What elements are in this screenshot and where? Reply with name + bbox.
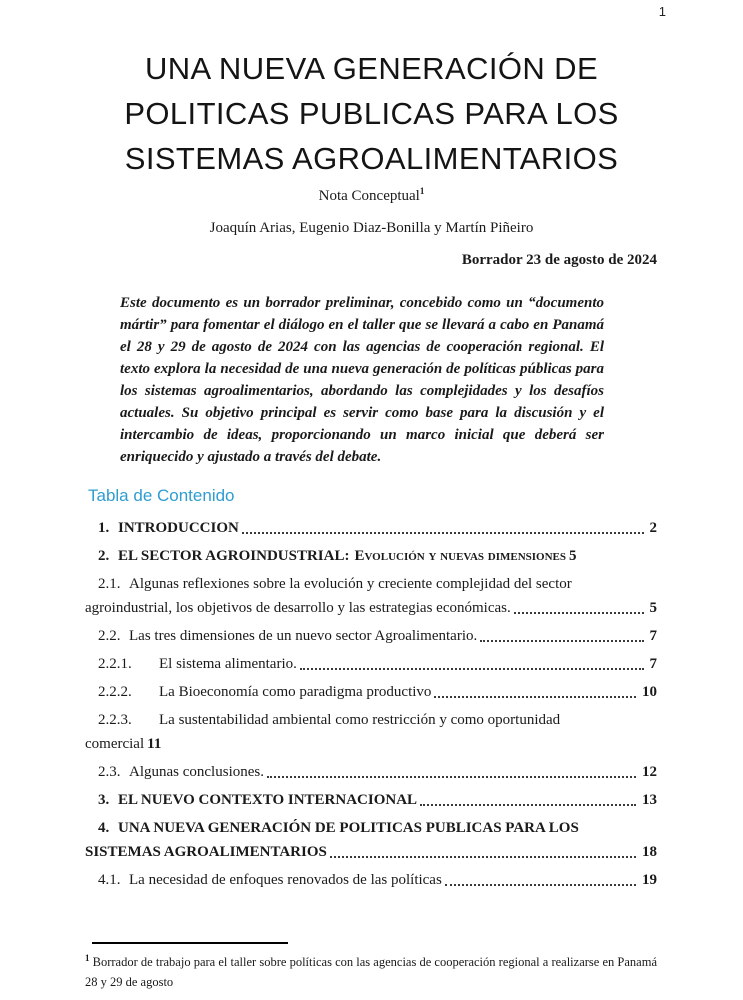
footnote-separator-rule: [92, 942, 288, 944]
toc-entry[interactable]: [85, 596, 657, 620]
abstract-paragraph: Este documento es un borrador preliminar, concebido como un “documento mártir” para fomentar el diálogo en el taller que se llevará a cabo en Panamá el 28 y 29 de agosto de 2024 con las agencias de cooperación regional. El texto explora la necesidad de una nueva generación de políticas públicas para los sistemas agroalimentarios, abordando las complejidades y los desafíos actuales. Su objetivo principal es servir como base para la discusión y el intercambio de ideas, proporcionando un marco inicial que deberá ser enriquecido y ajustado a través del debate.: [120, 295, 604, 465]
toc-entry-label: Algunas conclusiones.: [129, 764, 264, 780]
toc-entry-label-smallcaps: Evolución y nuevas dimensiones: [354, 548, 566, 564]
toc-page-number: 10: [642, 684, 657, 700]
toc-dot-leader: [480, 640, 643, 642]
title-line-2: POLITICAS PUBLICAS PARA LOS: [124, 96, 619, 131]
toc-entry-number: 4.: [98, 820, 110, 836]
toc-entry-number: 1.: [98, 520, 110, 536]
toc-entry-number: 2.2.2.: [98, 684, 132, 700]
toc-entry-label: La Bioeconomía como paradigma productivo: [159, 684, 432, 700]
toc-entry-label: agroindustrial, los objetivos de desarrollo y las estrategias económicas.: [85, 600, 511, 616]
toc-entry-number: 2.3.: [98, 764, 121, 780]
toc-entry[interactable]: [85, 624, 657, 648]
subtitle: [0, 188, 743, 205]
toc-entry[interactable]: [85, 572, 657, 596]
toc-entry-number: 4.1.: [98, 872, 121, 888]
footnote: [85, 938, 657, 992]
subtitle-text: Nota Conceptual: [318, 188, 420, 204]
toc-entry[interactable]: [85, 868, 657, 892]
toc-page-number: 12: [642, 764, 657, 780]
toc-entry-label: Las tres dimensiones de un nuevo sector Agroalimentario.: [129, 628, 478, 644]
toc-entry[interactable]: [85, 816, 657, 840]
toc-entry-number: 3.: [98, 792, 110, 808]
toc-page-number: 5: [569, 548, 577, 564]
toc-page-number: 5: [649, 600, 657, 616]
footnote-text: [85, 952, 657, 992]
toc-list: [85, 516, 657, 892]
toc-entry-number: 2.: [98, 548, 110, 564]
toc-dot-leader: [242, 532, 644, 534]
toc-entry[interactable]: [85, 708, 657, 732]
toc-page-number: 2: [649, 520, 657, 536]
toc-dot-leader: [434, 696, 636, 698]
toc-entry-label: La sustentabilidad ambiental como restricción y como oportunidad: [159, 712, 561, 728]
toc-entry-label: El sistema alimentario.: [159, 656, 297, 672]
toc-page-number: 19: [642, 872, 657, 888]
title-line-1: UNA NUEVA GENERACIÓN DE: [144, 51, 599, 86]
toc-page-number: 7: [649, 656, 657, 672]
toc-entry[interactable]: [85, 516, 657, 540]
toc-entry-number: 2.2.3.: [98, 712, 132, 728]
toc-dot-leader: [514, 612, 644, 614]
footnote-reference-mark[interactable]: 1: [419, 186, 425, 196]
toc-entry-label: La necesidad de enfoques renovados de las políticas: [129, 872, 442, 888]
title-line-3: SISTEMAS AGROALIMENTARIOS: [124, 141, 619, 176]
toc-page-number: 11: [147, 736, 162, 752]
toc-entry-label: INTRODUCCION: [118, 520, 239, 536]
toc-dot-leader: [330, 856, 636, 858]
toc-dot-leader: [267, 776, 636, 778]
toc-entry[interactable]: [85, 788, 657, 812]
draft-date-line: Borrador 23 de agosto de 2024: [461, 252, 657, 268]
toc-entry-label: EL NUEVO CONTEXTO INTERNACIONAL: [118, 792, 418, 808]
toc-entry-label: UNA NUEVA GENERACIÓN DE POLITICAS PUBLICAS PARA LOS: [118, 820, 579, 836]
toc-entry[interactable]: [85, 544, 657, 568]
toc-entry[interactable]: [85, 840, 657, 864]
document-title: [55, 46, 688, 181]
footnote-body: Borrador de trabajo para el taller sobre políticas con las agencias de cooperación regional a realizarse en Panamá 28 y 29 de agosto: [85, 955, 657, 989]
toc-dot-leader: [300, 668, 644, 670]
toc-entry-number: 2.2.: [98, 628, 121, 644]
page-number: 1: [658, 4, 666, 19]
toc-entry-label: EL SECTOR AGROINDUSTRIAL:: [118, 548, 350, 564]
toc-heading: Tabla de Contenido: [88, 486, 235, 505]
toc-dot-leader: [420, 804, 636, 806]
toc-entry[interactable]: [85, 760, 657, 784]
toc-page-number: 7: [649, 628, 657, 644]
toc-entry-label: SISTEMAS AGROALIMENTARIOS: [85, 844, 327, 860]
toc-entry[interactable]: [85, 732, 657, 756]
toc-entry-label: Algunas reflexiones sobre la evolución y creciente complejidad del sector: [129, 576, 572, 592]
toc-page-number: 18: [642, 844, 657, 860]
toc-entry[interactable]: [85, 652, 657, 676]
footnote-number: 1: [85, 952, 90, 963]
toc-entry-number: 2.1.: [98, 576, 121, 592]
toc-entry-label: comercial: [85, 736, 145, 752]
authors-line: Joaquín Arias, Eugenio Diaz-Bonilla y Martín Piñeiro: [209, 220, 534, 236]
toc-page-number: 13: [642, 792, 657, 808]
toc-entry-number: 2.2.1.: [98, 656, 132, 672]
toc-dot-leader: [445, 884, 636, 886]
toc-entry[interactable]: [85, 680, 657, 704]
